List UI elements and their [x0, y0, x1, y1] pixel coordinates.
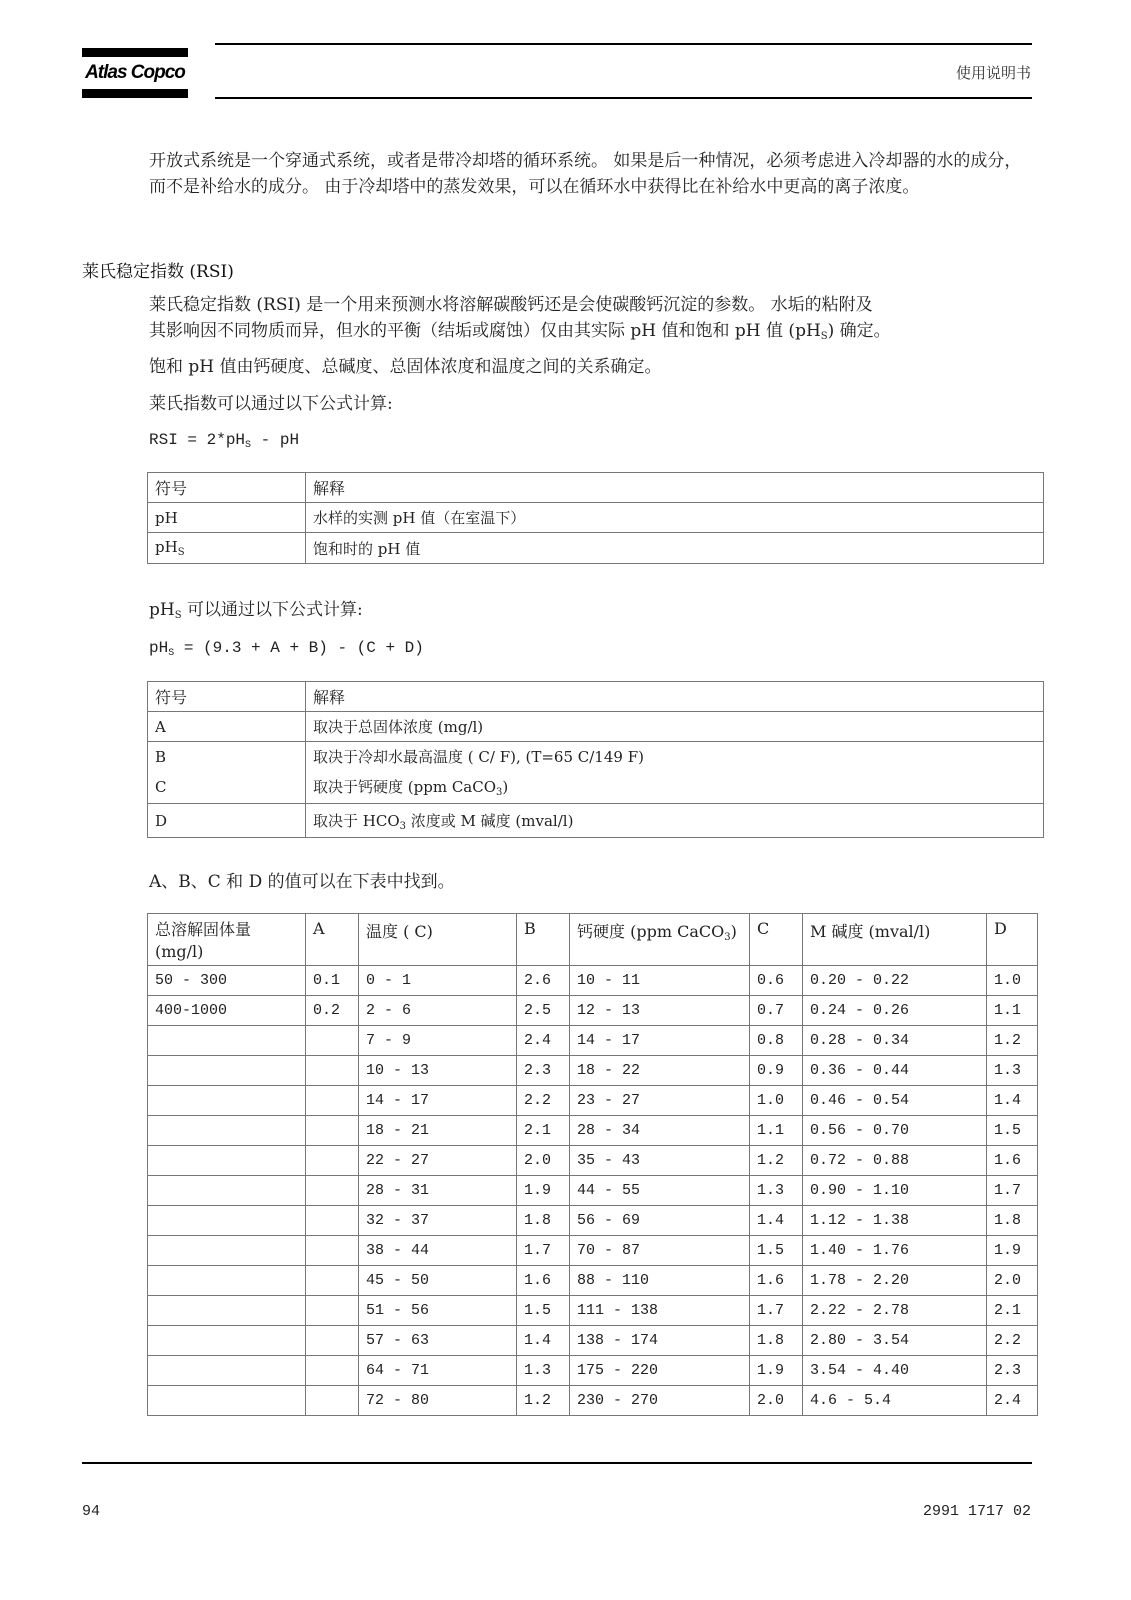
d-cell: 1.3: [987, 1056, 1038, 1086]
lookup-intro: A、B、C 和 D 的值可以在下表中找到。: [149, 872, 455, 892]
tds-cell: 400-1000: [148, 996, 306, 1026]
table-row: [148, 772, 1044, 804]
phs-formula: $pH_S = (9.3 + A + B) - (C + D)$: [149, 639, 424, 659]
symbol-cell: D: [148, 804, 306, 838]
temperature-cell: 18 - 21: [359, 1116, 517, 1146]
alkalinity-cell: 0.56 - 0.70: [803, 1116, 987, 1146]
table-header-row: [148, 682, 1044, 712]
d-cell: 1.9: [987, 1236, 1038, 1266]
alkalinity-cell: 4.6 - 5.4: [803, 1386, 987, 1416]
table-header-row: [148, 473, 1044, 503]
c-cell: 0.7: [750, 996, 803, 1026]
rsi-paragraph-part-2: 其影响因不同物质而异，但水的平衡（结垢或腐蚀）仅由其实际 pH 值和饱和 pH 值 (pH: [149, 321, 821, 341]
d-cell: 1.7: [987, 1176, 1038, 1206]
table-row: [148, 1356, 1038, 1386]
header-a: A: [306, 914, 359, 966]
c-cell: 1.4: [750, 1206, 803, 1236]
explanation-cell: 取决于 $HCO_3$ 浓度或 M 碱度 (mval/l): [306, 804, 1044, 838]
alkalinity-cell: 2.80 - 3.54: [803, 1326, 987, 1356]
table-row: [148, 804, 1044, 838]
rsi-paragraph-part-3: ) 确定。: [827, 321, 891, 341]
table-row: [148, 1146, 1038, 1176]
hardness-cell: 23 - 27: [570, 1086, 750, 1116]
alkalinity-cell: 0.28 - 0.34: [803, 1026, 987, 1056]
d-cell: 2.3: [987, 1356, 1038, 1386]
a-cell: [306, 1086, 359, 1116]
temperature-cell: 45 - 50: [359, 1266, 517, 1296]
a-cell: [306, 1356, 359, 1386]
temperature-cell: 22 - 27: [359, 1146, 517, 1176]
c-cell: 1.8: [750, 1326, 803, 1356]
rsi-formula: [149, 427, 299, 459]
a-cell: [306, 1176, 359, 1206]
header-temperature: 温度 ( C): [359, 914, 517, 966]
header-top-rule: [215, 43, 1032, 45]
b-cell: 2.4: [517, 1026, 570, 1056]
header-calcium-hardness: 钙硬度 (ppm CaCO$_3$): [570, 914, 750, 966]
rsi-paragraph-part-1: 莱氏稳定指数 (RSI) 是一个用来预测水将溶解碳酸钙还是会使碳酸钙沉淀的参数。 水垢的粘附及: [149, 295, 873, 315]
b-cell: 1.4: [517, 1326, 570, 1356]
b-cell: 2.2: [517, 1086, 570, 1116]
d-cell: 1.1: [987, 996, 1038, 1026]
temperature-cell: 72 - 80: [359, 1386, 517, 1416]
tds-cell: [148, 1296, 306, 1326]
d-cell: 1.4: [987, 1086, 1038, 1116]
c-cell: 0.9: [750, 1056, 803, 1086]
symbol-cell: A: [148, 712, 306, 742]
header-symbol: 符号: [148, 682, 306, 712]
table-row: [148, 1236, 1038, 1266]
explanation-cell: 取决于冷却水最高温度 ( C/ F), (T=65 C/149 F): [306, 742, 1044, 772]
b-cell: 1.8: [517, 1206, 570, 1236]
c-cell: 0.6: [750, 966, 803, 996]
rsi-paragraph: [149, 292, 1034, 350]
a-cell: 0.2: [306, 996, 359, 1026]
tds-cell: [148, 1206, 306, 1236]
symbol-cell: pH: [148, 503, 306, 533]
tds-cell: [148, 1386, 306, 1416]
header-symbol: 符号: [148, 473, 306, 503]
table-row: [148, 742, 1044, 772]
temperature-cell: 0 - 1: [359, 966, 517, 996]
hardness-cell: 175 - 220: [570, 1356, 750, 1386]
c-cell: 1.6: [750, 1266, 803, 1296]
a-cell: [306, 1236, 359, 1266]
b-cell: 2.6: [517, 966, 570, 996]
b-cell: 1.6: [517, 1266, 570, 1296]
formula-intro: 莱氏指数可以通过以下公式计算:: [149, 394, 393, 414]
lookup-table: [147, 913, 1038, 1416]
hardness-cell: 35 - 43: [570, 1146, 750, 1176]
a-cell: [306, 1386, 359, 1416]
temperature-cell: 38 - 44: [359, 1236, 517, 1266]
tds-cell: [148, 1266, 306, 1296]
symbol-table-1: [147, 472, 1044, 564]
table-row: [148, 1026, 1038, 1056]
a-cell: [306, 1296, 359, 1326]
tds-cell: [148, 1086, 306, 1116]
hardness-cell: 230 - 270: [570, 1386, 750, 1416]
tds-cell: [148, 1236, 306, 1266]
tds-cell: [148, 1116, 306, 1146]
table-row: [148, 1086, 1038, 1116]
header-m-alkalinity: M 碱度 (mval/l): [803, 914, 987, 966]
table-row: [148, 1266, 1038, 1296]
alkalinity-cell: 1.12 - 1.38: [803, 1206, 987, 1236]
hardness-cell: 12 - 13: [570, 996, 750, 1026]
rsi-formula-part-2: - pH: [251, 431, 300, 449]
explanation-cell: 饱和时的 pH 值: [306, 533, 1044, 564]
a-cell: [306, 1326, 359, 1356]
a-cell: [306, 1056, 359, 1086]
header-tds: 总溶解固体量 (mg/l): [148, 914, 306, 966]
alkalinity-cell: 3.54 - 4.40: [803, 1356, 987, 1386]
c-cell: 1.2: [750, 1146, 803, 1176]
c-cell: 1.1: [750, 1116, 803, 1146]
c-cell: 1.5: [750, 1236, 803, 1266]
symbol-table-2: [147, 681, 1044, 838]
header-explanation: 解释: [306, 682, 1044, 712]
a-cell: [306, 1026, 359, 1056]
saturation-paragraph: 饱和 pH 值由钙硬度、总碱度、总固体浓度和温度之间的关系确定。: [149, 357, 662, 377]
d-cell: 1.6: [987, 1146, 1038, 1176]
temperature-cell: 64 - 71: [359, 1356, 517, 1386]
temperature-cell: 14 - 17: [359, 1086, 517, 1116]
b-cell: 2.5: [517, 996, 570, 1026]
hardness-cell: 88 - 110: [570, 1266, 750, 1296]
temperature-cell: 32 - 37: [359, 1206, 517, 1236]
tds-cell: [148, 1056, 306, 1086]
b-cell: 2.0: [517, 1146, 570, 1176]
b-cell: 2.1: [517, 1116, 570, 1146]
page-number: 94: [82, 1503, 101, 1520]
hardness-cell: 70 - 87: [570, 1236, 750, 1266]
temperature-cell: 57 - 63: [359, 1326, 517, 1356]
footer-rule: [82, 1462, 1032, 1464]
tds-cell: [148, 1176, 306, 1206]
temperature-cell: 28 - 31: [359, 1176, 517, 1206]
logo-bottom-bar: [82, 89, 188, 98]
temperature-cell: 7 - 9: [359, 1026, 517, 1056]
logo-wordmark: Atlas Copco: [85, 62, 185, 83]
table-header-row: [148, 914, 1038, 966]
rsi-formula-part-1: RSI = 2*pH: [149, 431, 246, 449]
hardness-cell: 111 - 138: [570, 1296, 750, 1326]
temperature-cell: 10 - 13: [359, 1056, 517, 1086]
d-cell: 1.8: [987, 1206, 1038, 1236]
c-cell: 0.8: [750, 1026, 803, 1056]
hardness-cell: 138 - 174: [570, 1326, 750, 1356]
table-row: [148, 996, 1038, 1026]
c-cell: 1.7: [750, 1296, 803, 1326]
table-row: [148, 966, 1038, 996]
alkalinity-cell: 0.46 - 0.54: [803, 1086, 987, 1116]
c-cell: 2.0: [750, 1386, 803, 1416]
table-row: [148, 503, 1044, 533]
symbol-cell: B: [148, 742, 306, 772]
temperature-cell: 2 - 6: [359, 996, 517, 1026]
c-cell: 1.9: [750, 1356, 803, 1386]
table-row: [148, 1296, 1038, 1326]
b-cell: 2.3: [517, 1056, 570, 1086]
d-cell: 2.2: [987, 1326, 1038, 1356]
alkalinity-cell: 0.90 - 1.10: [803, 1176, 987, 1206]
b-cell: 1.9: [517, 1176, 570, 1206]
d-cell: 1.5: [987, 1116, 1038, 1146]
alkalinity-cell: 0.36 - 0.44: [803, 1056, 987, 1086]
a-cell: 0.1: [306, 966, 359, 996]
table-row: [148, 1326, 1038, 1356]
section-title: 莱氏稳定指数 (RSI): [82, 262, 234, 282]
hardness-cell: 14 - 17: [570, 1026, 750, 1056]
c-cell: 1.0: [750, 1086, 803, 1116]
hardness-cell: 18 - 22: [570, 1056, 750, 1086]
a-cell: [306, 1146, 359, 1176]
temperature-cell: 51 - 56: [359, 1296, 517, 1326]
table-row: [148, 1176, 1038, 1206]
rsi-paragraph-subscript: S: [820, 331, 828, 342]
d-cell: 1.0: [987, 966, 1038, 996]
b-cell: 1.3: [517, 1356, 570, 1386]
a-cell: [306, 1266, 359, 1296]
tds-cell: [148, 1356, 306, 1386]
b-cell: 1.2: [517, 1386, 570, 1416]
table-row: [148, 712, 1044, 742]
a-cell: [306, 1116, 359, 1146]
document-code: 2991 1717 02: [922, 1503, 1031, 1520]
alkalinity-cell: 1.40 - 1.76: [803, 1236, 987, 1266]
header-c: C: [750, 914, 803, 966]
a-cell: [306, 1206, 359, 1236]
b-cell: 1.7: [517, 1236, 570, 1266]
alkalinity-cell: 0.24 - 0.26: [803, 996, 987, 1026]
hardness-cell: 28 - 34: [570, 1116, 750, 1146]
hardness-cell: 10 - 11: [570, 966, 750, 996]
d-cell: 2.4: [987, 1386, 1038, 1416]
table-row: [148, 1206, 1038, 1236]
tds-cell: 50 - 300: [148, 966, 306, 996]
header-d: D: [987, 914, 1038, 966]
document-type: 使用说明书: [955, 64, 1031, 82]
header-b: B: [517, 914, 570, 966]
d-cell: 1.2: [987, 1026, 1038, 1056]
rsi-formula-subscript: S: [245, 440, 252, 451]
hardness-cell: 56 - 69: [570, 1206, 750, 1236]
explanation-cell: 取决于总固体浓度 (mg/l): [306, 712, 1044, 742]
explanation-cell: 水样的实测 pH 值（在室温下）: [306, 503, 1044, 533]
atlas-copco-logo: [82, 48, 188, 100]
symbol-cell: C: [148, 772, 306, 804]
alkalinity-cell: 1.78 - 2.20: [803, 1266, 987, 1296]
hardness-cell: 44 - 55: [570, 1176, 750, 1206]
tds-cell: [148, 1026, 306, 1056]
b-cell: 1.5: [517, 1296, 570, 1326]
d-cell: 2.1: [987, 1296, 1038, 1326]
table-row: [148, 533, 1044, 564]
table-row: [148, 1116, 1038, 1146]
logo-top-bar: [82, 48, 188, 57]
phs-formula-intro: $pH_S$ 可以通过以下公式计算:: [149, 600, 363, 621]
d-cell: 2.0: [987, 1266, 1038, 1296]
c-cell: 1.3: [750, 1176, 803, 1206]
alkalinity-cell: 2.22 - 2.78: [803, 1296, 987, 1326]
explanation-cell: 取决于钙硬度 (ppm CaCO$_3$): [306, 772, 1044, 804]
alkalinity-cell: 0.20 - 0.22: [803, 966, 987, 996]
table-row: [148, 1386, 1038, 1416]
tds-cell: [148, 1326, 306, 1356]
symbol-cell: $pH_S$: [148, 533, 306, 564]
header-bottom-rule: [215, 97, 1032, 99]
alkalinity-cell: 0.72 - 0.88: [803, 1146, 987, 1176]
header-explanation: 解释: [306, 473, 1044, 503]
table-row: [148, 1056, 1038, 1086]
intro-paragraph: 开放式系统是一个穿通式系统，或者是带冷却塔的循环系统。 如果是后一种情况，必须考虑进入冷却器的水的成分，而不是补给水的成分。 由于冷却塔中的蒸发效果，可以在循环水中获得比在补给水中更高的离子浓度。: [149, 151, 1022, 197]
tds-cell: [148, 1146, 306, 1176]
